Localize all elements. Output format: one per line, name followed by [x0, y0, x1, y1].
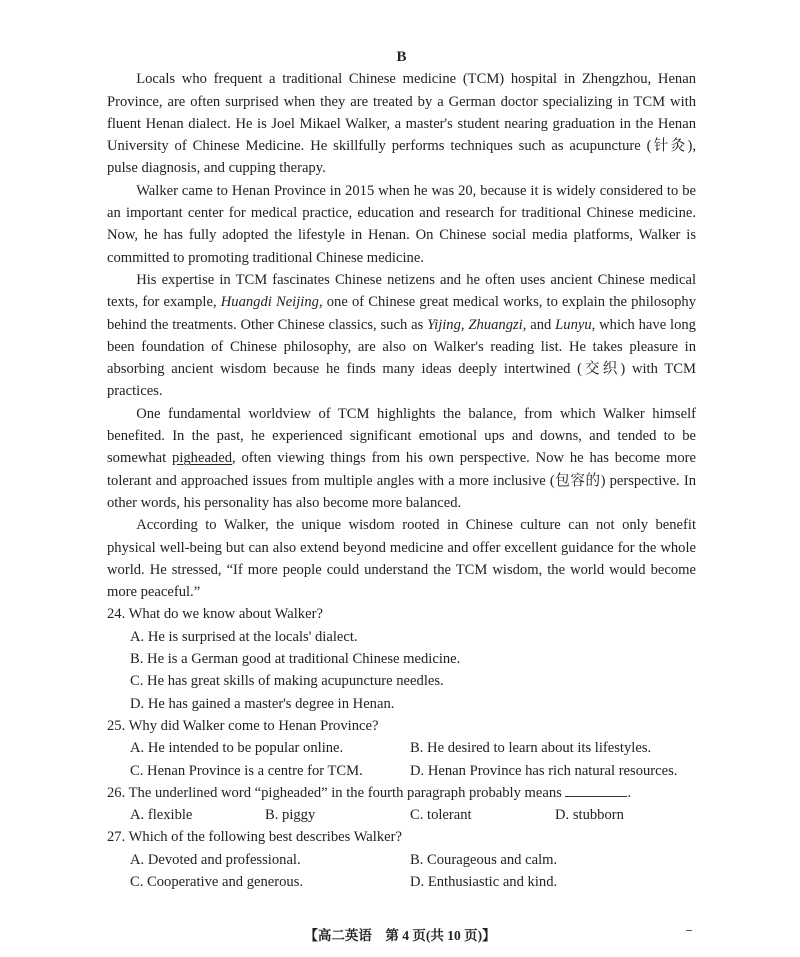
option: D. He has gained a master's degree in Henan.	[130, 695, 395, 712]
book-title: Lunyu	[555, 316, 592, 333]
paragraph-3	[107, 269, 696, 403]
option: B. He is a German good at traditional Chinese medicine.	[130, 651, 461, 668]
option: C. Henan Province is a centre for TCM.	[130, 762, 363, 779]
question-stem	[107, 782, 696, 804]
exam-page	[107, 46, 696, 893]
scan-mark	[686, 930, 692, 931]
paragraph-5: According to Walker, the unique wisdom rooted in Chinese culture can not only benefit physical well-being but can also extend beyond medicine and offer excellent guidance for the whole world. He stressed, “If more people could understand the TCM wisdom, the world would become more peaceful.”	[107, 517, 696, 601]
question-25	[107, 715, 696, 782]
answer-blank	[565, 782, 627, 797]
question-stem: 24. What do we know about Walker?	[107, 606, 323, 623]
option: B. piggy	[265, 807, 316, 824]
underlined-word: pigheaded	[172, 450, 232, 467]
text: ,	[460, 316, 469, 333]
text: His expertise in TCM fascinates Chinese netizens and he often uses ancient Chinese medical texts, for example,	[107, 271, 696, 311]
question-27	[107, 826, 696, 893]
text: , often viewing things from his own perspective. Now he has become more tolerant and approached issues from multiple angles with a more inclusive (包容的) perspective. In other words, his personality has also become more balanced.	[107, 450, 696, 511]
stem-end: .	[627, 784, 632, 801]
page-footer: 【高二英语 第 4 页(共 10 页)】	[304, 928, 496, 943]
section-title: B	[396, 49, 407, 65]
question-stem: 25. Why did Walker come to Henan Province?	[107, 717, 379, 734]
paragraph-1: Locals who frequent a traditional Chinese medicine (TCM) hospital in Zhengzhou, Henan Province, are often surprised when they are treated by a German doctor specializing in TCM with fluent Henan dialect. He is Joel Mikael Walker, a master's student nearing graduation in the Henan University of Chinese Medicine. He skillfully performs techniques such as acupuncture (针灸), pulse diagnosis, and cupping therapy.	[107, 71, 696, 177]
text: One fundamental worldview of TCM highlights the balance, from which Walker himself benefited. In the past, he experienced significant emotional ups and downs, and tended to be somewhat	[107, 405, 696, 467]
option: C. Cooperative and generous.	[130, 873, 304, 890]
option: B. Courageous and calm.	[410, 851, 558, 868]
option: C. tolerant	[410, 807, 472, 824]
text: , one of Chinese great medical works, to explain the philosophy behind the treatments. Other Chinese classics, such as	[107, 294, 696, 333]
paragraph-4	[107, 403, 696, 514]
option: D. Henan Province has rich natural resources.	[410, 762, 678, 779]
option: A. Devoted and professional.	[130, 851, 301, 868]
question-24	[107, 603, 696, 714]
option: D. Enthusiastic and kind.	[410, 873, 558, 890]
option: D. stubborn	[555, 807, 624, 824]
option: A. flexible	[130, 807, 193, 824]
option: A. He is surprised at the locals' dialect.	[130, 628, 358, 645]
stem-text: 26. The underlined word “pigheaded” in the fourth paragraph probably means	[107, 784, 562, 801]
text: , which have long been foundation of Chinese philosophy, are also on Walker's reading list. He takes pleasure in absorbing ancient wisdom because he finds many ideas deeply intertwined (交织) with TCM practices.	[107, 316, 696, 400]
book-title: Huangdi Neijing	[220, 294, 319, 311]
option: A. He intended to be popular online.	[130, 740, 344, 757]
text: , and	[522, 316, 556, 333]
option: C. He has great skills of making acupuncture needles.	[130, 673, 444, 690]
book-title: Yijing	[427, 316, 461, 333]
question-stem: 27. Which of the following best describes Walker?	[107, 829, 402, 846]
option: B. He desired to learn about its lifestyles.	[410, 740, 652, 757]
paragraph-2: Walker came to Henan Province in 2015 when he was 20, because it is widely considered to be an important center for medical practice, education and research for traditional Chinese medicine. Now, he has fully adopted the lifestyle in Henan. On Chinese social media platforms, Walker is committed to promoting traditional Chinese medicine.	[107, 182, 696, 266]
book-title: Zhuangzi	[468, 316, 523, 333]
question-26	[107, 782, 696, 827]
